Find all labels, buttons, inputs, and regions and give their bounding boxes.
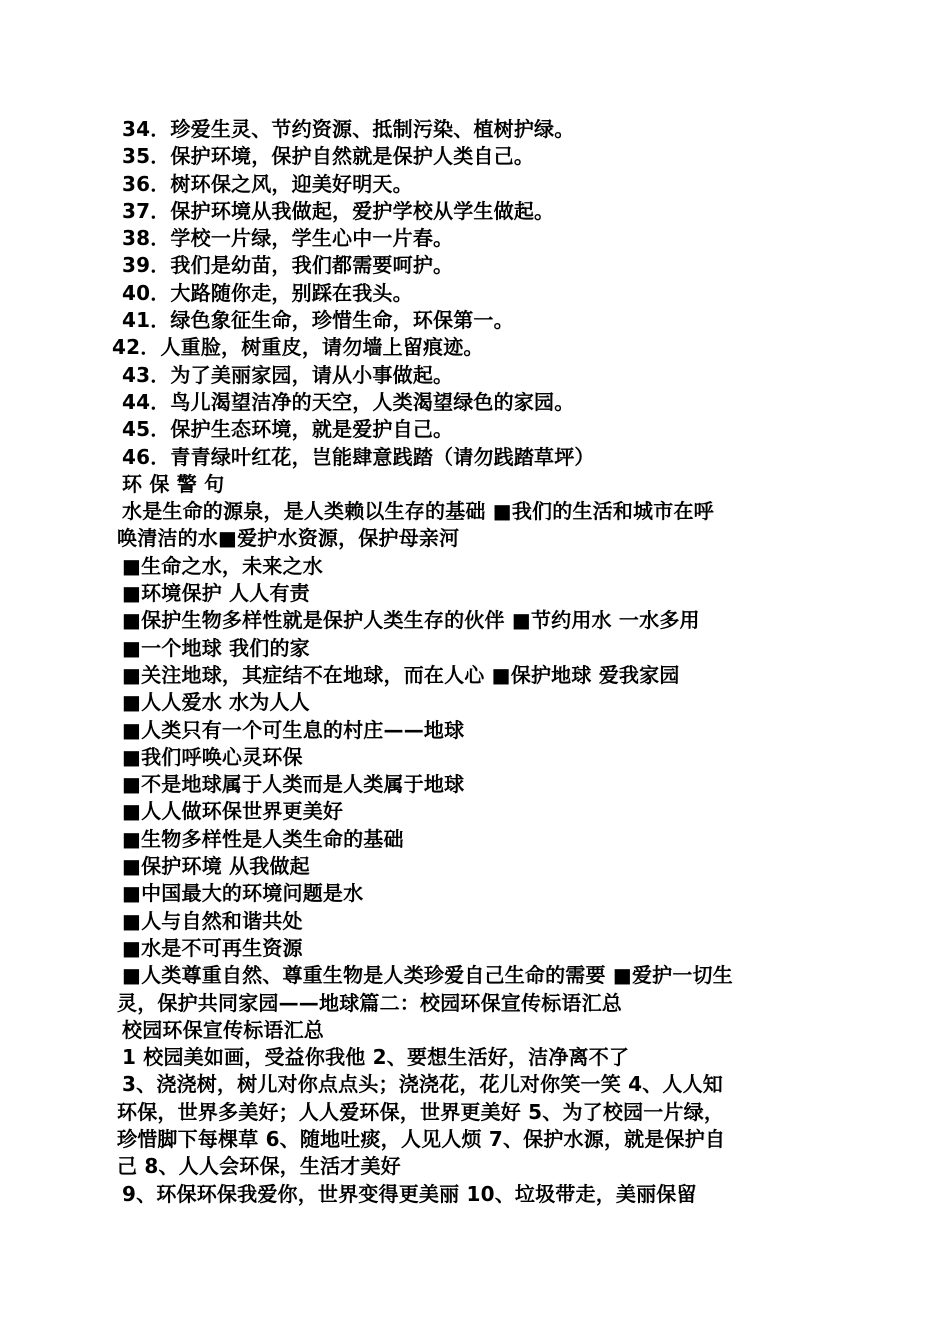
list-item: ■保护环境 从我做起 xyxy=(122,854,310,879)
list-item: ■人人爱水 水为人人 xyxy=(122,690,310,715)
text-line: 40．大路随你走，别踩在我头。 xyxy=(122,280,413,305)
text-line: 35．保护环境，保护自然就是保护人类自己。 xyxy=(122,144,535,169)
text-line: 水是生命的源泉，是人类赖以生存的基础 ■我们的生活和城市在呼 xyxy=(122,499,714,524)
list-item: ■人类尊重自然、尊重生物是人类珍爱自己生命的需要 ■爱护一切生 xyxy=(122,963,733,988)
text-line: 42．人重脸，树重皮，请勿墙上留痕迹。 xyxy=(112,335,484,360)
text-line: 己 8、人人会环保，生活才美好 xyxy=(117,1154,401,1179)
section-heading: 环 保 警 句 xyxy=(122,471,225,496)
text-line: 41．绿色象征生命，珍惜生命，环保第一。 xyxy=(122,308,514,333)
text-line: 37．保护环境从我做起，爱护学校从学生做起。 xyxy=(122,198,555,223)
list-item: ■水是不可再生资源 xyxy=(122,935,303,960)
section-heading: 校园环保宣传标语汇总 xyxy=(122,1017,324,1042)
text-line: 44．鸟儿渴望洁净的天空，人类渴望绿色的家园。 xyxy=(122,389,575,414)
list-item: ■环境保护 人人有责 xyxy=(122,581,310,606)
list-item: ■人类只有一个可生息的村庄——地球 xyxy=(122,717,465,742)
text-line: 9、环保环保我爱你，世界变得更美丽 10、垃圾带走，美丽保留 xyxy=(122,1181,697,1206)
text-line: 34．珍爱生灵、节约资源、抵制污染、植树护绿。 xyxy=(122,117,575,141)
list-item: ■不是地球属于人类而是人类属于地球 xyxy=(122,772,465,797)
list-item: ■保护生物多样性就是保护人类生存的伙伴 ■节约用水 一水多用 xyxy=(122,608,700,633)
text-line: 唤清洁的水■爱护水资源，保护母亲河 xyxy=(117,526,460,551)
text-line: 环保，世界多美好；人人爱环保，世界更美好 5、为了校园一片绿， xyxy=(117,1099,725,1124)
text-line: 38．学校一片绿，学生心中一片春。 xyxy=(122,226,454,251)
text-line: 43．为了美丽家园，请从小事做起。 xyxy=(122,362,454,387)
text-line: 灵，保护共同家园——地球篇二：校园环保宣传标语汇总 xyxy=(117,990,622,1015)
text-line: 46．青青绿叶红花，岂能肆意践踏（请勿践踏草坪） xyxy=(122,444,595,469)
text-line: 珍惜脚下每棵草 6、随地吐痰，人见人烦 7、保护水源，就是保护自 xyxy=(117,1126,726,1151)
list-item: ■一个地球 我们的家 xyxy=(122,635,310,660)
text-line: 36．树环保之风，迎美好明天。 xyxy=(122,171,413,196)
text-line: 39．我们是幼苗，我们都需要呵护。 xyxy=(122,253,454,278)
document-page xyxy=(112,116,832,1208)
text-line: 1 校园美如画，受益你我他 2、要想生活好，洁净离不了 xyxy=(122,1045,630,1070)
list-item: ■生命之水，未来之水 xyxy=(122,553,323,578)
text-line: 45．保护生态环境，就是爱护自己。 xyxy=(122,417,454,442)
list-item: ■关注地球，其症结不在地球，而在人心 ■保护地球 爱我家园 xyxy=(122,662,680,687)
list-item: ■生物多样性是人类生命的基础 xyxy=(122,826,404,851)
text-line: 3、浇浇树，树儿对你点点头；浇浇花，花儿对你笑一笑 4、人人知 xyxy=(122,1072,723,1097)
list-item: ■我们呼唤心灵环保 xyxy=(122,744,303,769)
list-item: ■中国最大的环境问题是水 xyxy=(122,881,364,906)
list-item: ■人人做环保世界更美好 xyxy=(122,799,344,824)
list-item: ■人与自然和谐共处 xyxy=(122,908,303,933)
